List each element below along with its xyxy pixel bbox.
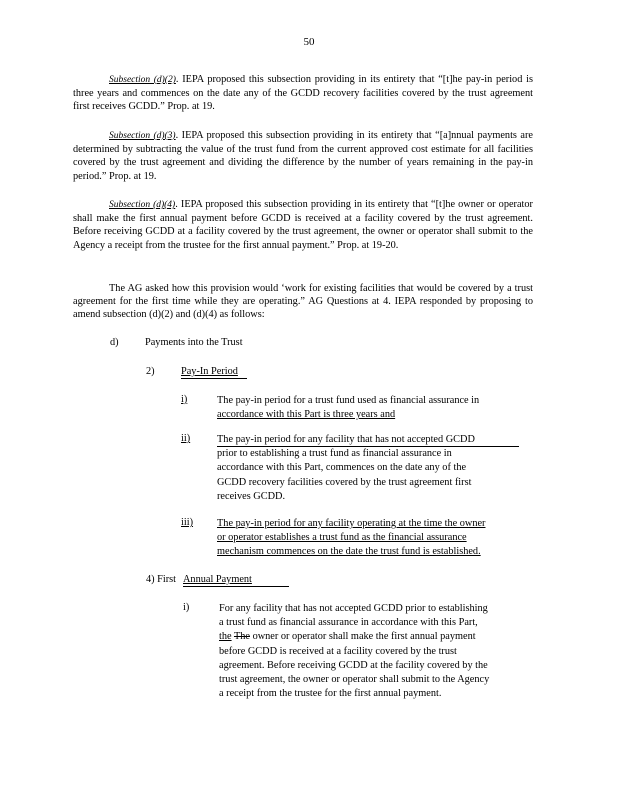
item-line: before GCDD is received at a facility covered by the trust	[219, 645, 457, 657]
item-line: accordance with this Part is three years and	[217, 409, 396, 421]
item-marker: iii)	[181, 517, 194, 528]
item-line: The pay-in period for any facility that has not accepted GCDD	[217, 434, 475, 445]
heading-underline	[183, 586, 289, 587]
paragraph-subsection-d4	[73, 198, 533, 252]
subsection-label: Subsection (d)(4)	[109, 200, 176, 210]
paragraph-ag-question	[73, 282, 533, 322]
item-marker: ii)	[181, 433, 191, 444]
item-marker: i)	[181, 394, 188, 405]
rule-4-marker: 4) First	[146, 574, 177, 585]
subsection-label: Subsection (d)(2)	[109, 75, 176, 85]
rule-4-heading: Annual Payment	[183, 574, 252, 585]
item-iii-text	[217, 517, 535, 560]
paragraph-text: . IEPA proposed this subsection providing in its entirety that “[t]he pay-in period is three years and commences on the date any of the GCDD recovery facilities covered by the trust agreement first receives GCDD.” Prop. at 19.	[73, 74, 533, 113]
paragraph-text: . IEPA proposed this subsection providing in its entirety that “[a]nnual payments are determined by subtracting the value of the trust fund from the current approved cost estimate for all facilities covered by the trust agreement and dividing the difference by the number of years remaining in the pay-in period.” Prop. at 19.	[73, 130, 533, 182]
item-line: trust agreement, the owner or operator shall submit to the Agency	[219, 674, 490, 686]
rule-d-heading: Payments into the Trust	[145, 337, 243, 348]
item-line: a receipt from the trustee for the first annual payment.	[219, 688, 442, 700]
deleted-word: The	[233, 631, 250, 643]
item-line: receives GCDD.	[217, 490, 286, 502]
inserted-word: the	[219, 631, 232, 643]
paragraph-text: The AG asked how this provision would ‘work for existing facilities that would be covered by a trust agreement for the first time while they are operating.” AG Questions at 4. IEPA responded by proposing to amend subsection (d)(2) and (d)(4) as follows:	[73, 283, 533, 321]
item-marker: i)	[183, 602, 190, 613]
item-line: or operator establishes a trust fund as the financial assurance	[217, 532, 467, 544]
heading-underline	[181, 378, 247, 379]
item-line: mechanism commences on the date the trust fund is established.	[217, 546, 481, 558]
item-4i-text	[219, 602, 535, 701]
subsection-label: Subsection (d)(3)	[109, 131, 176, 141]
item-line-rest: owner or operator shall make the first annual payment	[252, 631, 476, 643]
item-line	[219, 630, 535, 644]
page-number: 50	[303, 36, 315, 48]
rule-d-marker: d)	[110, 337, 119, 348]
item-line: prior to establishing a trust fund as financial assurance in	[217, 448, 452, 460]
item-line: a trust fund as financial assurance in accordance with this Part,	[219, 617, 478, 629]
inserted-text-underline	[217, 446, 519, 447]
paragraph-text: . IEPA proposed this subsection providing in its entirety that “[t]he owner or operator shall make the first annual payment before GCDD is received at a facility covered by the trust agreement. Before receiving GCDD at a facility covered by the trust agreement, the owner or operator shall submit to the Agency a receipt from the trustee for the first annual payment.” Prop. at 19-20.	[73, 199, 533, 251]
item-line: accordance with this Part, commences on the date any of the	[217, 462, 467, 474]
item-line: agreement. Before receiving GCDD at the facility covered by the	[219, 659, 488, 671]
item-ii-text	[217, 433, 527, 504]
rule-2-heading: Pay-In Period	[181, 366, 238, 377]
paragraph-subsection-d3	[73, 129, 533, 183]
rule-2-marker: 2)	[146, 366, 155, 377]
item-line: GCDD recovery facilities covered by the trust agreement first	[217, 476, 472, 488]
paragraph-subsection-d2	[73, 73, 533, 114]
item-line: The pay-in period for a trust fund used as financial assurance in	[217, 395, 480, 406]
item-line: The pay-in period for any facility operating at the time the owner	[217, 518, 486, 529]
item-line: For any facility that has not accepted GCDD prior to establishing	[219, 603, 488, 614]
item-i-text	[217, 394, 527, 422]
